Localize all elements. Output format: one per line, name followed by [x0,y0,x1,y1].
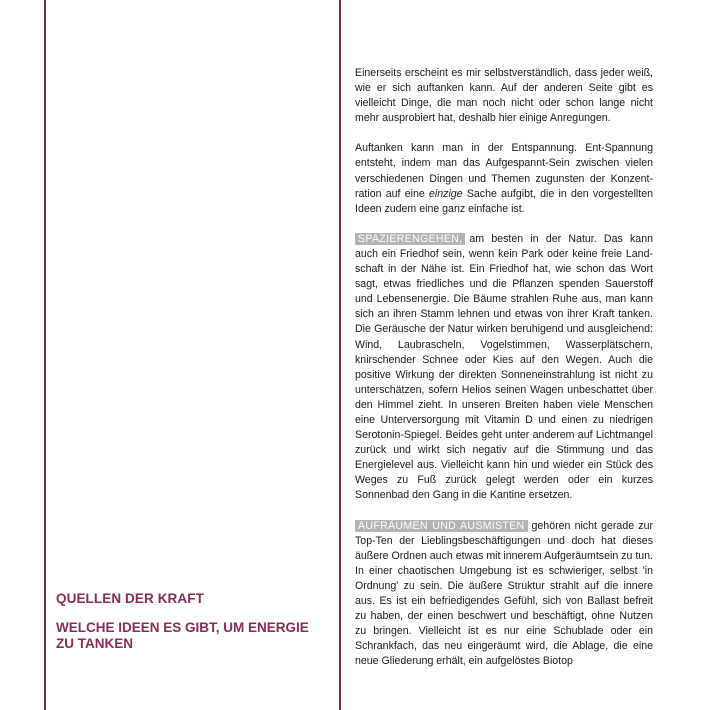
paragraph-spazierengehen [355,232,653,504]
paragraph-entspannung [355,141,653,216]
column-divider-rule [339,0,341,710]
paragraph-aufraeumen-text: gehören nicht gerade zur Top-Ten der Lieblingsbeschäftigungen und doch hat dieses äußere Ordnen auch etwas mit innerem Aufgeräumtsein zu tun. In einer chaotischen Umgebung ist es schwieriger, selbst 'in Ordnung' zu sein. Die äußere Struktur strahlt auf die innere aus. Es ist ein befriedigendes Gefühl, sich von Ballast befreit zu haben, der einen beschwert und beschäftigt, ohne Nutzen zu bringen. Vielleicht ist es nur eine Schublade oder ein Schrankfach, das neu eingeräumt wird, die Ablage, die eine neue Gliederung erhält, ein aufgelöstes Biotop [355,519,653,668]
paragraph-aufraeumen [355,519,653,670]
paragraph-intro: Einerseits erscheint es mir selbstverständlich, dass jeder weiß, wie er sich auftanken kann. Auf der anderen Seite gibt es vielleicht Dinge, die man noch nicht oder schon lange nicht mehr ausprobiert hat, deshalb hier einige Anregungen. [355,67,653,125]
paragraph-entspannung-text-2: Sache aufgibt, die in den vorgestellten Ideen zudem eine ganz einfache ist. [355,187,653,215]
body-text-column [355,66,653,684]
topic-tag-spazierengehen: SPAZIERENGEHEN, [355,233,465,245]
topic-tag-aufraeumen: AUFRÄUMEN UND AUSMISTEN [355,520,528,532]
emphasis-word: einzige [429,187,463,200]
left-margin-rule [44,0,46,710]
paragraph-entspannung-text-1: Auftanken kann man in der Entspannung. Ent-Spannung entsteht, indem man das Aufgespannt-Sein zwischen vielen verschiedenen Dingen und Themen zugunsten der Konzentration auf eine [355,142,653,200]
paragraph-spazierengehen-text: am besten in der Natur. Das kann auch ein Friedhof sein, wenn kein Park oder keine freie Landschaft in der Nähe ist. Ein Friedhof hat, wie schon das Wort sagt, etwas friedliches und die Pflanzen spenden Sauerstoff und Lebensenergie. Die Bäume strahlen Ruhe aus, man kann sich an ihren Stamm lehnen und etwas von ihrer Kraft tanken. Die Geräusche der Natur wirken beruhigend und ausgleichend: Wind, Laubrascheln, Vogelstimmen, Wasserplätschern, knirschender Schnee oder Kies auf den Wegen. Auch die positive Wirkung der direkten Sonneneinstrahlung ist nicht zu unterschätzen, sofern Helios seinen Wagen unbeschattet über den Himmel zieht. In unseren Breiten haben viele Menschen eine Unterversorgung mit Vitamin D und einen zu niedrigen Serotonin-Spiegel. Beides geht unter anderem auf Lichtmangel zurück und wirkt sich negativ auf die Stimmung und das Energielevel aus. Vielleicht kann hin und wieder ein Stück des Weges zu Fuß zurück gelegt werden oder ein kurzes Sonnenbad den Gang in die Kantine ersetzen. [355,232,653,502]
chapter-subtitle: WELCHE IDEEN ES GIBT, UM ENERGIE ZU TANKEN [56,620,309,651]
chapter-title: QUELLEN DER KRAFT [56,591,204,606]
